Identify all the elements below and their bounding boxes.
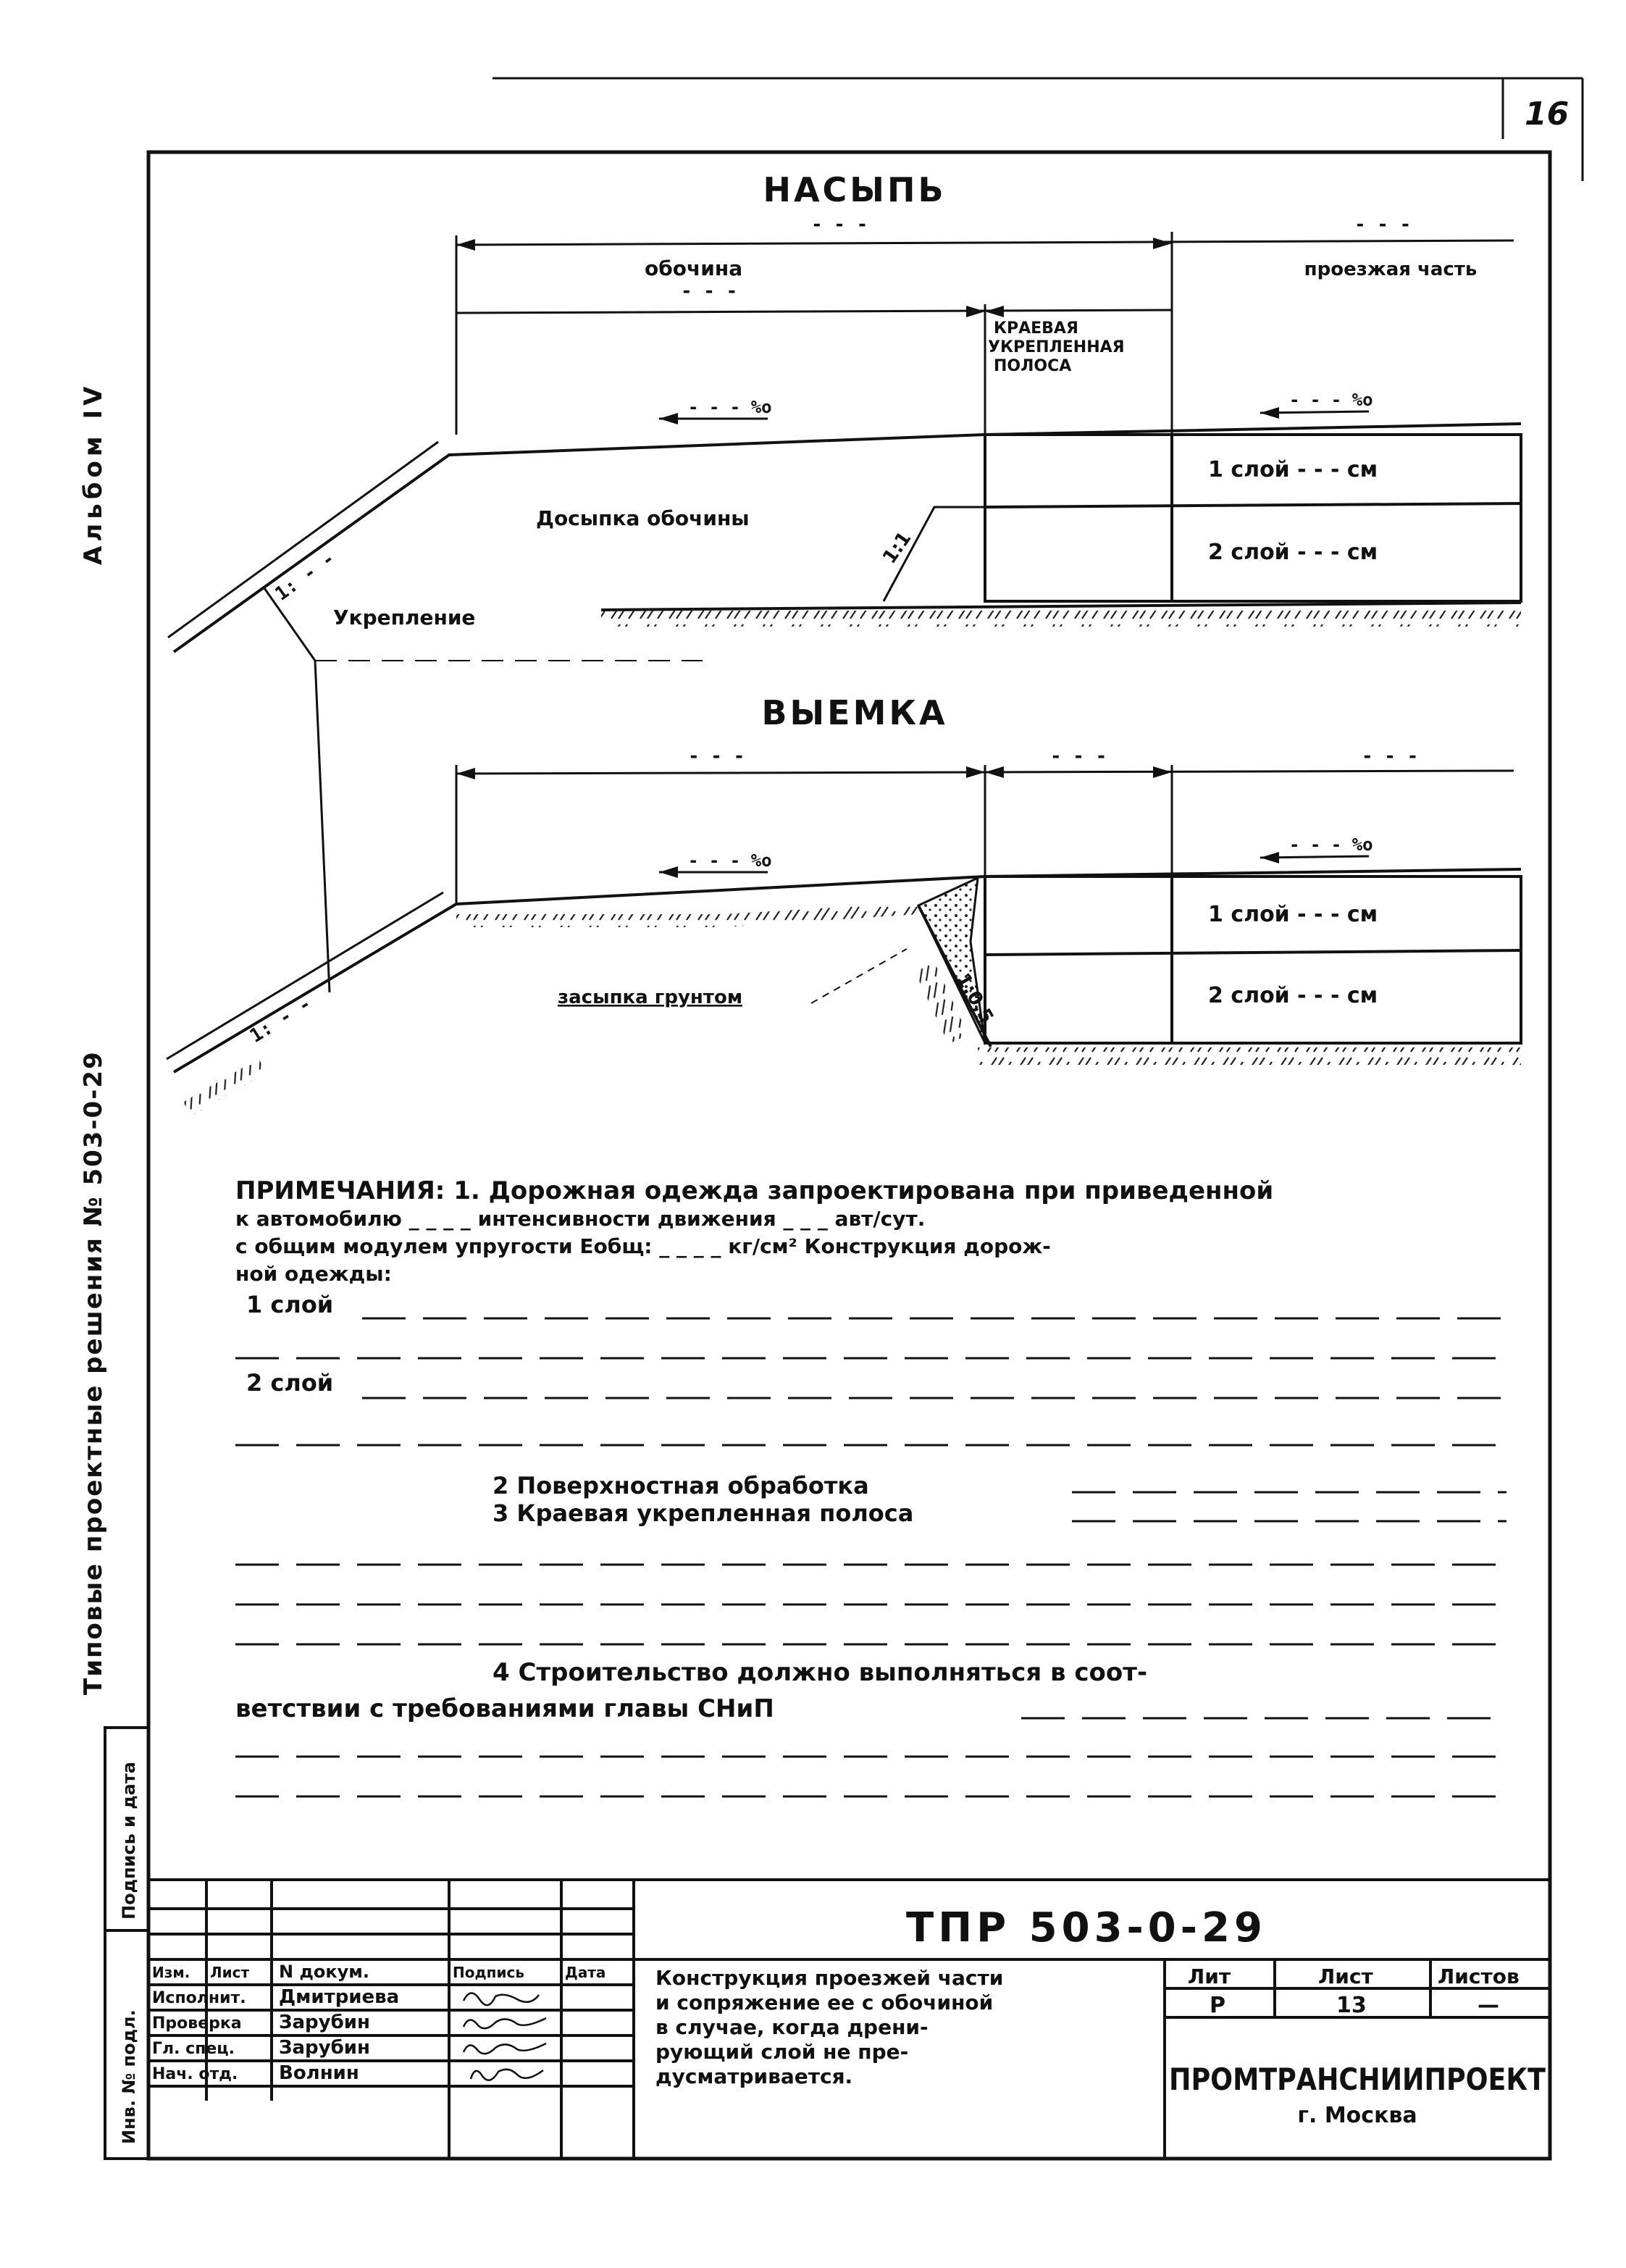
series-label: Типовые проектные решения № 503-0-29 <box>79 1050 108 1695</box>
desc-line-3: рующий слой не пре- <box>655 2040 909 2064</box>
fill-in-lines <box>235 1318 1506 1796</box>
name-0: Дмитриева <box>279 1986 400 2008</box>
embankment-shoulder-slope: - - - %о <box>688 397 772 417</box>
header-date: Дата <box>565 1964 606 1981</box>
sheet-frame <box>148 152 1550 2159</box>
inv-no-label: Инв. № подл. <box>119 2009 139 2144</box>
embankment-road-slope: - - - %о <box>1289 390 1373 410</box>
desc-line-4: дусматривается. <box>655 2064 853 2088</box>
header-doc-no: N докум. <box>279 1962 369 1982</box>
embankment-layer2: 2 слой - - - см <box>1208 540 1378 565</box>
cut-title: ВЫЕМКА <box>761 693 948 732</box>
notes-line1: ПРИМЕЧАНИЯ: 1. Дорожная одежда запроектирована при приведенной <box>235 1176 1274 1205</box>
role-1: Проверка <box>152 2014 242 2033</box>
shoulder-dim: - - - <box>681 280 738 302</box>
lit-header: Лит <box>1188 1964 1231 1988</box>
sheet-value: 13 <box>1336 1993 1367 2018</box>
sheets-value: — <box>1478 1993 1499 2018</box>
desc-line-1: и сопряжение ее с обочиной <box>655 1991 994 2014</box>
cut-shoulder-slope: - - - %о <box>688 850 772 871</box>
ground-line <box>601 603 1521 610</box>
name-1: Зарубин <box>279 2012 370 2033</box>
role-2: Гл. спец. <box>152 2040 235 2058</box>
role-0: Исполнит. <box>152 1989 246 2007</box>
fill-label: Досыпка обочины <box>536 506 750 530</box>
cut-layer2: 2 слой - - - см <box>1208 983 1378 1008</box>
svg-text:ПОЛОСА: ПОЛОСА <box>994 357 1072 375</box>
cut-layer1: 1 слой - - - см <box>1208 902 1378 927</box>
sheets-header: Листов <box>1438 1964 1520 1988</box>
carriageway-label: проезжая часть <box>1304 259 1478 280</box>
name-2: Зарубин <box>279 2037 370 2059</box>
role-3: Нач. отд. <box>152 2065 238 2083</box>
cut-dim-3: - - - <box>1362 745 1419 767</box>
embankment-slope-ratio: 1:1 <box>879 527 916 569</box>
notes-item4b: ветствии с требованиями главы СНиП <box>235 1694 774 1723</box>
page-number-box <box>493 78 1583 181</box>
cut-side-slope: 1: - - <box>246 992 316 1047</box>
cut-road-slope: - - - %о <box>1289 834 1373 855</box>
dimension-line-shoulder <box>456 310 1172 313</box>
desc-line-2: в случае, когда дрени- <box>655 2015 929 2039</box>
embankment-side-slope: 1: - - <box>271 548 340 606</box>
header-izm: Изм. <box>152 1964 190 1981</box>
svg-text:КРАЕВАЯ: КРАЕВАЯ <box>994 319 1078 338</box>
album-label: Альбом IV <box>79 382 108 565</box>
notes-layer2: 2 слой <box>246 1369 334 1397</box>
header-list: Лист <box>210 1964 250 1981</box>
document-code: ТПР 503-0-29 <box>906 1904 1267 1951</box>
title-description <box>655 1966 1003 2088</box>
lit-value: Р <box>1210 1993 1225 2018</box>
svg-text:УКРЕПЛЕННАЯ: УКРЕПЛЕННАЯ <box>988 338 1125 356</box>
page-number: 16 <box>1525 96 1570 133</box>
notes-block <box>235 1176 1506 1796</box>
backfill-label: засыпка грунтом <box>558 987 743 1008</box>
reinforcement-label: Укрепление <box>333 606 476 629</box>
notes-line4: ной одежды: <box>235 1262 392 1286</box>
embankment-dim-top: - - - <box>811 214 868 235</box>
shoulder-label: обочина <box>645 256 743 280</box>
embankment-layer1: 1 слой - - - см <box>1208 457 1378 482</box>
notes-line2: к автомобилю _ _ _ _ интенсивности движения _ _ _ авт/сут. <box>235 1207 926 1231</box>
notes-item4a: 4 Строительство должно выполняться в соот- <box>493 1658 1148 1687</box>
sheet-header: Лист <box>1318 1964 1373 1988</box>
header-signature: Подпись <box>453 1964 524 1981</box>
notes-item2: 2 Поверхностная обработка <box>493 1472 869 1499</box>
cut-dim-1: - - - <box>688 745 745 767</box>
sign-date-label: Подпись и дата <box>119 1762 139 1920</box>
name-3: Волнин <box>279 2062 359 2084</box>
cut-ground-hatch <box>978 1047 1521 1065</box>
cut-dim-2: - - - <box>1050 745 1107 767</box>
notes-line3: с общим модулем упругости Еобщ: _ _ _ _ кг/см² Конструкция дорож- <box>235 1234 1051 1258</box>
carriageway-dim: - - - <box>1354 214 1412 235</box>
cut-section <box>167 693 1521 1116</box>
desc-line-0: Конструкция проезжей части <box>655 1966 1004 1990</box>
organization-name: ПРОМТРАНСНИИПРОЕКТ <box>1169 2062 1546 2097</box>
notes-layer1: 1 слой <box>246 1291 334 1318</box>
embankment-section <box>168 170 1521 661</box>
title-block-headers <box>152 1962 605 1982</box>
notes-item3: 3 Краевая укрепленная полоса <box>493 1499 914 1527</box>
edge-strip-label <box>988 319 1125 375</box>
organization-city: г. Москва <box>1297 2103 1417 2128</box>
ground-hatch <box>601 611 1521 627</box>
cut-slope-ratio: 1:0,5 <box>951 969 998 1028</box>
embankment-title: НАСЫПЬ <box>763 170 947 209</box>
dimension-line-top <box>456 240 1514 245</box>
